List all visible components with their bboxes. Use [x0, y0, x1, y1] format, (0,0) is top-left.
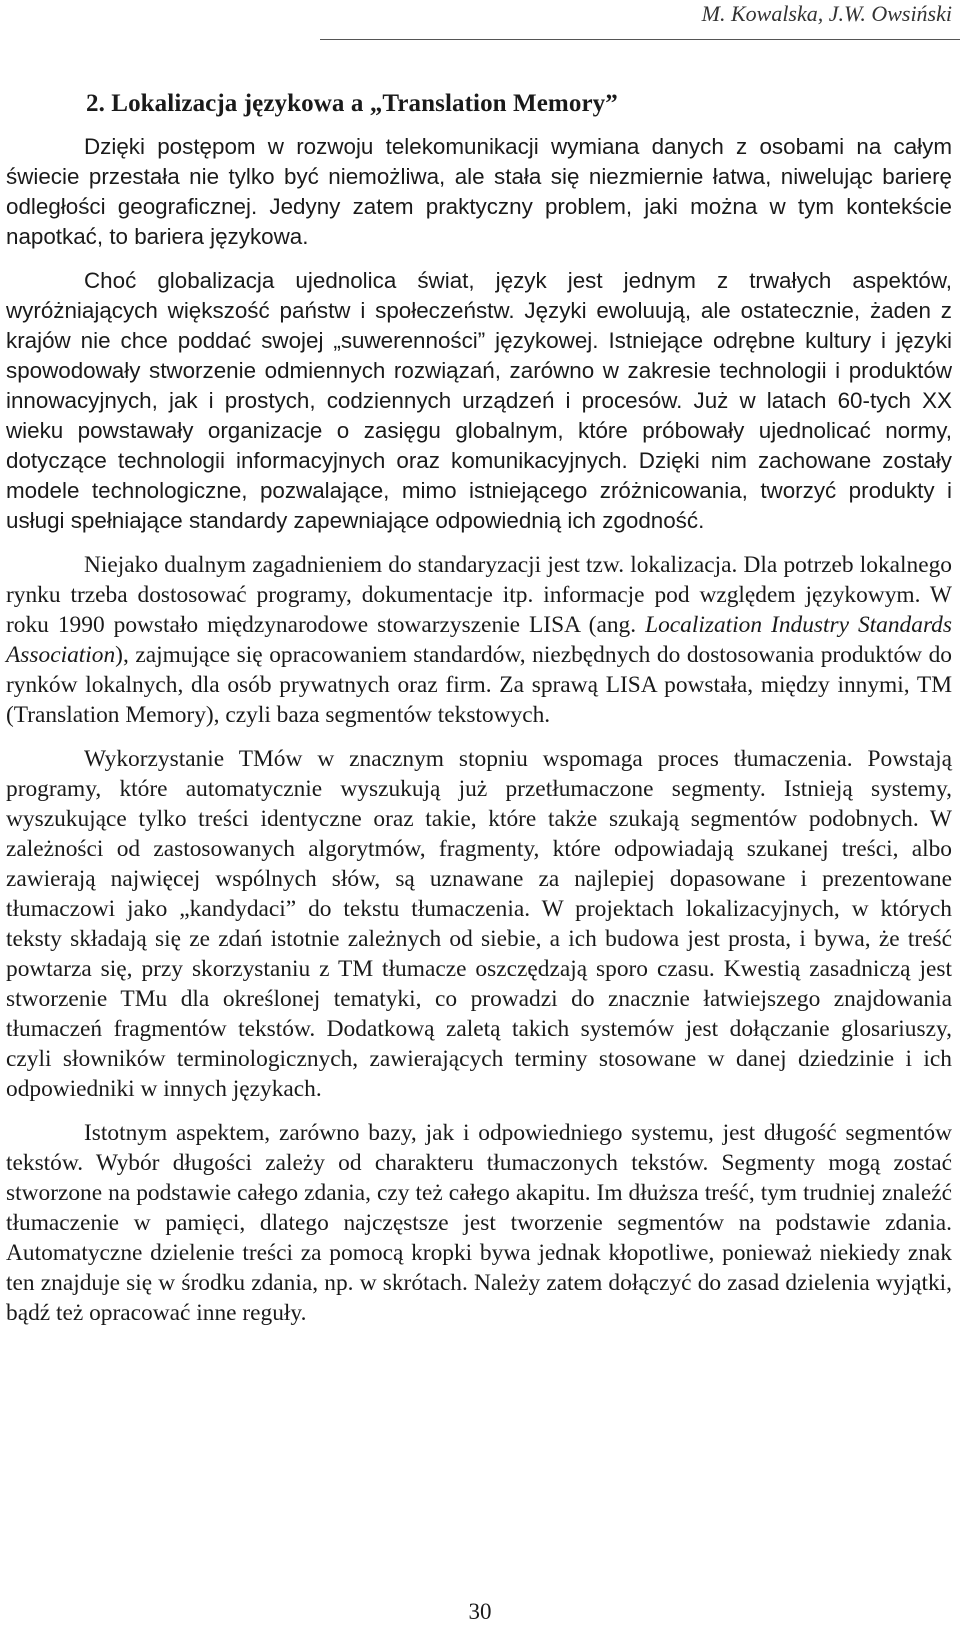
paragraph-3-text-before: Niejako dualnym zagadnieniem do standaryzacji jest tzw. lokalizacja. Dla potrzeb lokalnego rynku trzeba dostosować programy, dokumentacje itp. informacje pod względem językowym. W roku 1990 powstało międzynarodowe stowarzyszenie LISA (ang.: [6, 552, 952, 638]
section-title: 2. Lokalizacja językowa a „Translation Memory”: [86, 90, 618, 117]
paragraph-3: [6, 550, 952, 730]
body-text: [6, 132, 952, 1328]
paragraph-3-text-after: ), zajmujące się opracowaniem standardów, niezbędnych do dostosowania produktów do rynków lokalnych, dla osób prywatnych oraz firm. Za sprawą LISA powstała, między innymi, TM (Translation Memory), czyli baza segmentów tekstowych.: [6, 642, 952, 728]
paragraph-1: Dzięki postępom w rozwoju telekomunikacji wymiana danych z osobami na całym świecie przestała nie tylko być niemożliwa, ale stała się niezmiernie łatwa, niwelując barierę odległości geograficznej. Jedyny zatem praktyczny problem, jaki można w tym kontekście napotkać, to bariera językowa.: [6, 134, 952, 249]
paragraph-2: Choć globalizacja ujednolica świat, język jest jednym z trwałych aspektów, wyróżniających większość państw i społeczeństw. Języki ewoluują, ale ostatecznie, żaden z krajów nie chce poddać swojej „suwerenności” językowej. Istniejące odrębne kultury i języki spowodowały stworzenie odmiennych rozwiązań, zarówno w zakresie technologii i produktów innowacyjnych, jak i prostych, codziennych urządzeń i procesów. Już w latach 60-tych XX wieku powstawały organizacje o zasięgu globalnym, które próbowały ujednolicać normy, dotyczące technologii informacyjnych oraz komunikacyjnych. Dzięki nim zachowane zostały modele technologiczne, pozwalające, mimo istniejącego zróżnicowania, tworzyć produkty i usługi spełniające standardy zapewniające odpowiednią ich zgodność.: [6, 268, 952, 533]
running-header: M. Kowalska, J.W. Owsiński: [320, 0, 960, 40]
page-number: 30: [468, 1599, 492, 1624]
paragraph-3-italic-term: Localization Industry Standards Association: [6, 612, 952, 668]
paragraph-5: Istotnym aspektem, zarówno bazy, jak i odpowiedniego systemu, jest długość segmentów tekstów. Wybór długości zależy od charakteru tłumaczonych tekstów. Segmenty mogą zostać stworzone na podstawie całego zdania, czy też całego akapitu. Im dłuższa treść, tym trudniej znaleźć tłumaczenie w pamięci, dlatego najczęstsze jest tworzenie segmentów na podstawie zdania. Automatyczne dzielenie treści za pomocą kropki bywa jednak kłopotliwe, ponieważ niekiedy znak ten znajduje się w środku zdania, np. w skrótach. Należy zatem dołączyć do zasad dzielenia wyjątki, bądź też opracować inne reguły.: [6, 1120, 952, 1326]
paragraph-4: Wykorzystanie TMów w znacznym stopniu wspomaga proces tłumaczenia. Powstają programy, które automatycznie wyszukują już przetłumaczone segmenty. Istnieją systemy, wyszukujące tylko treści identyczne oraz takie, które także szukają segmentów podobnych. W zależności od zastosowanych algorytmów, fragmenty, które odpowiadają szukanej treści, albo zawierają najwięcej wspólnych słów, są uznawane za najlepiej dopasowane i prezentowane tłumaczowi jako „kandydaci” do tekstu tłumaczenia. W projektach lokalizacyjnych, w których teksty składają się ze zdań istotnie zależnych od siebie, a ich budowa jest prosta, i bywa, że treść powtarza się, przy skorzystaniu z TM tłumacze oszczędzają sporo czasu. Kwestią zasadniczą jest stworzenie TMu dla określonej tematyki, co prowadzi do znacznie łatwiejszego znajdowania tłumaczeń fragmentów tekstów. Dodatkową zaletą takich systemów jest dołączanie glosariuszy, czyli słowników terminologicznych, zawierających terminy stosowane w danej dziedzinie i ich odpowiedniki w innych językach.: [6, 746, 952, 1102]
